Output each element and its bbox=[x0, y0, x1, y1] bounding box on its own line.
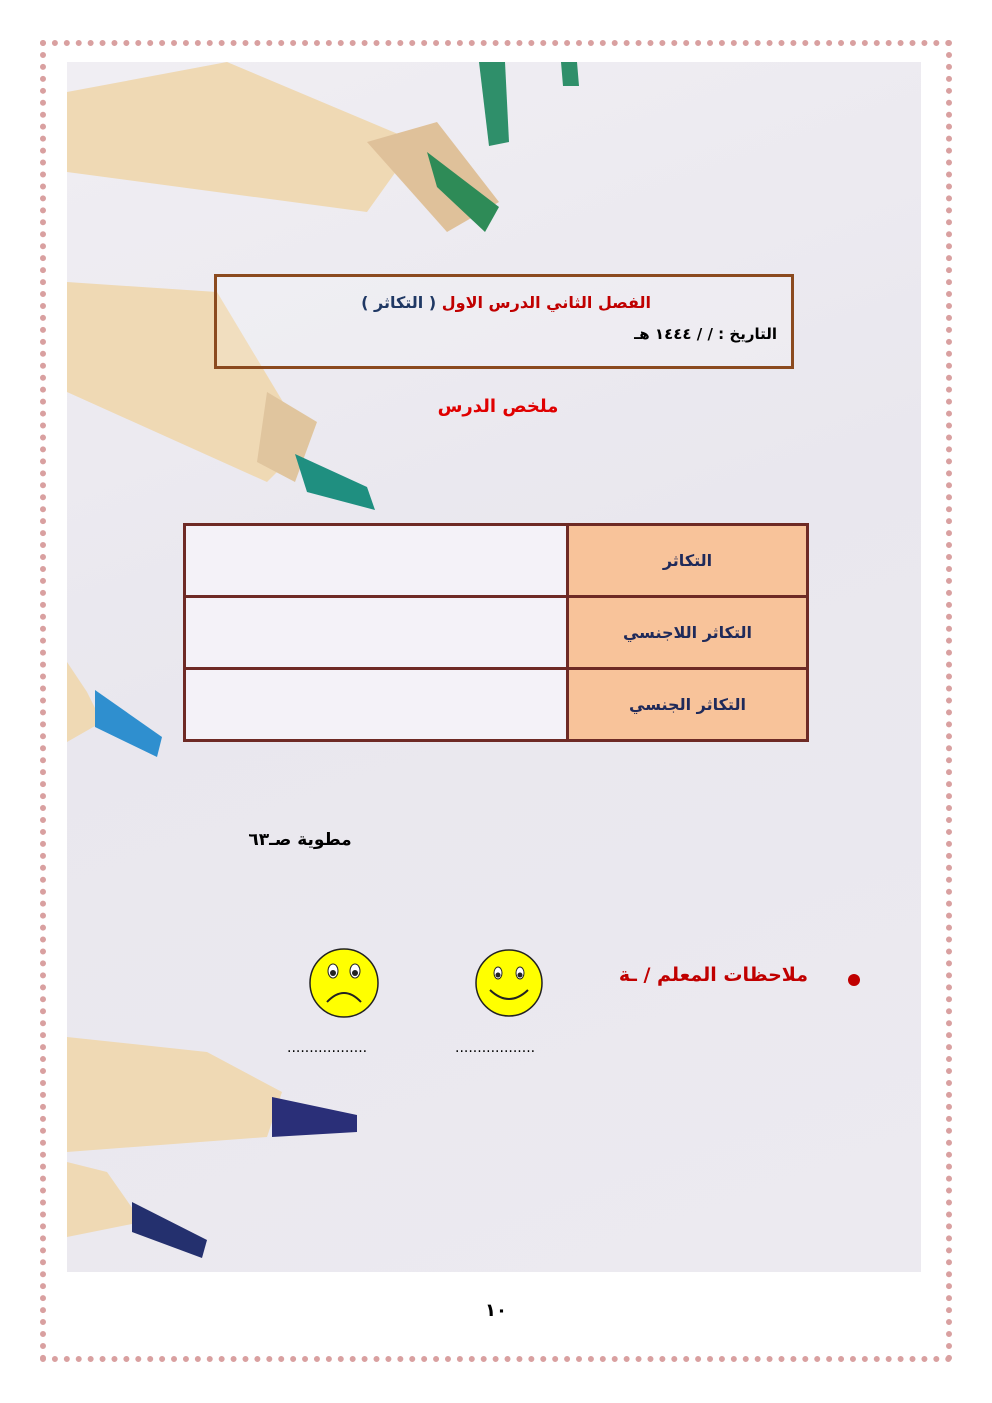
summary-title: ملخص الدرس bbox=[437, 396, 559, 417]
lesson-header-box bbox=[214, 274, 794, 369]
date-field: التاريخ : / / ١٤٤٤ هـ bbox=[634, 325, 777, 343]
table-row bbox=[185, 597, 808, 669]
concepts-table bbox=[183, 523, 809, 742]
foldable-reference: مطوية صـ٦٣ bbox=[248, 830, 352, 850]
smiley-face-icon bbox=[474, 948, 544, 1018]
answer-cell[interactable] bbox=[185, 525, 568, 597]
answer-cell[interactable] bbox=[185, 669, 568, 741]
table-row bbox=[185, 525, 808, 597]
answer-cell[interactable] bbox=[185, 597, 568, 669]
lesson-topic: ( التكاثر ) bbox=[361, 293, 437, 312]
page-number: ١٠ bbox=[485, 1300, 507, 1321]
chapter-lesson-text: الفصل الثاني الدرس الاول bbox=[441, 293, 651, 312]
lesson-heading bbox=[361, 293, 651, 312]
sad-face-icon bbox=[307, 948, 381, 1018]
term-cell: التكاثر اللاجنسي bbox=[568, 597, 808, 669]
teacher-notes-label: ملاحظات المعلم / ـة bbox=[618, 964, 808, 986]
happy-notes-line[interactable]: .................. bbox=[455, 1040, 536, 1056]
bullet-icon bbox=[848, 974, 860, 986]
term-cell: التكاثر الجنسي bbox=[568, 669, 808, 741]
term-cell: التكاثر bbox=[568, 525, 808, 597]
sad-notes-line[interactable]: .................. bbox=[287, 1040, 368, 1056]
table-row bbox=[185, 669, 808, 741]
